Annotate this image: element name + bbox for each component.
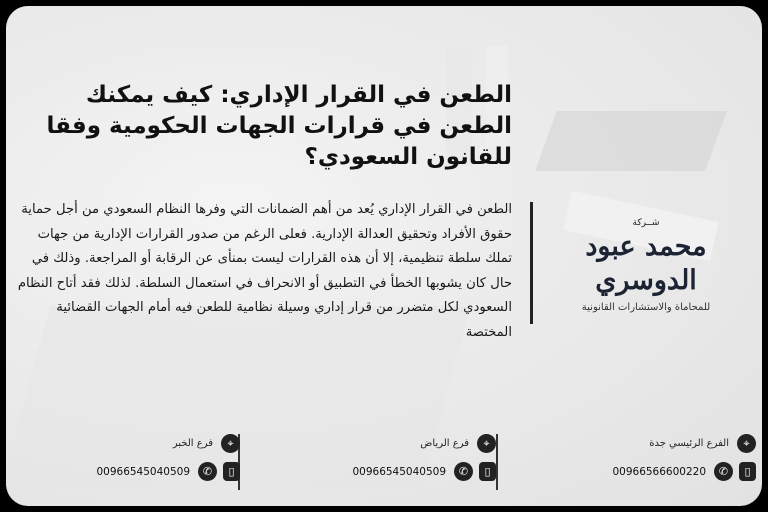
whatsapp-icon: ✆	[454, 462, 473, 481]
logo-tagline: للمحاماة والاستشارات القانونية	[581, 302, 711, 313]
firm-logo	[546, 218, 746, 313]
mobile-phone-icon: ▯	[223, 462, 240, 481]
article-title: الطعن في القرار الإداري: كيف يمكنك الطعن في قرارات الجهات الحكومية وفقا للقانون السعودي؟	[46, 82, 512, 170]
branch-phone[interactable]: 00966566600220	[612, 465, 706, 478]
location-pin-icon: ⌖	[477, 434, 496, 453]
divider-line	[530, 202, 533, 324]
location-pin-icon: ⌖	[737, 434, 756, 453]
branch-jeddah	[566, 434, 756, 490]
whatsapp-icon: ✆	[714, 462, 733, 481]
branch-phone[interactable]: 00966545040509	[96, 465, 190, 478]
branch-phone[interactable]: 00966545040509	[352, 465, 446, 478]
logo-firm-name: محمد عبود الدوسري	[585, 231, 707, 296]
mobile-phone-icon: ▯	[739, 462, 756, 481]
branch-riyadh	[306, 434, 496, 490]
background-photo-detail	[535, 111, 727, 171]
logo-company-word: شــركة	[632, 218, 660, 228]
location-pin-icon: ⌖	[221, 434, 240, 453]
branch-label: فرع الخبر	[172, 438, 213, 449]
article-body: الطعن في القرار الإداري يُعد من أهم الضمانات التي وفرها النظام السعودي من أجل حماية حقوق الأفراد وتحقيق العدالة الإدارية. فعلى الرغم من صدور القرارات الإدارية من جهات تملك سلطة تنظيمية، إلا أن هذه القرارات ليست بمنأى عن الرقابة أو المراجعة. وذلك في حال كان يشوبها الخطأ في التطبيق أو الانحراف في استعمال السلطة. لذلك فقد أتاح النظام السعودي لكل متضرر من قرار إداري وسيلة نظامية للطعن فيه أمام الجهات القضائية المختصة	[17, 202, 512, 340]
branch-label: الفرع الرئيسي جدة	[649, 438, 729, 449]
whatsapp-icon: ✆	[198, 462, 217, 481]
mobile-phone-icon: ▯	[479, 462, 496, 481]
branch-separator	[496, 434, 498, 490]
branch-label: فرع الرياض	[420, 438, 469, 449]
branch-khobar	[50, 434, 240, 490]
post-card	[6, 6, 762, 506]
